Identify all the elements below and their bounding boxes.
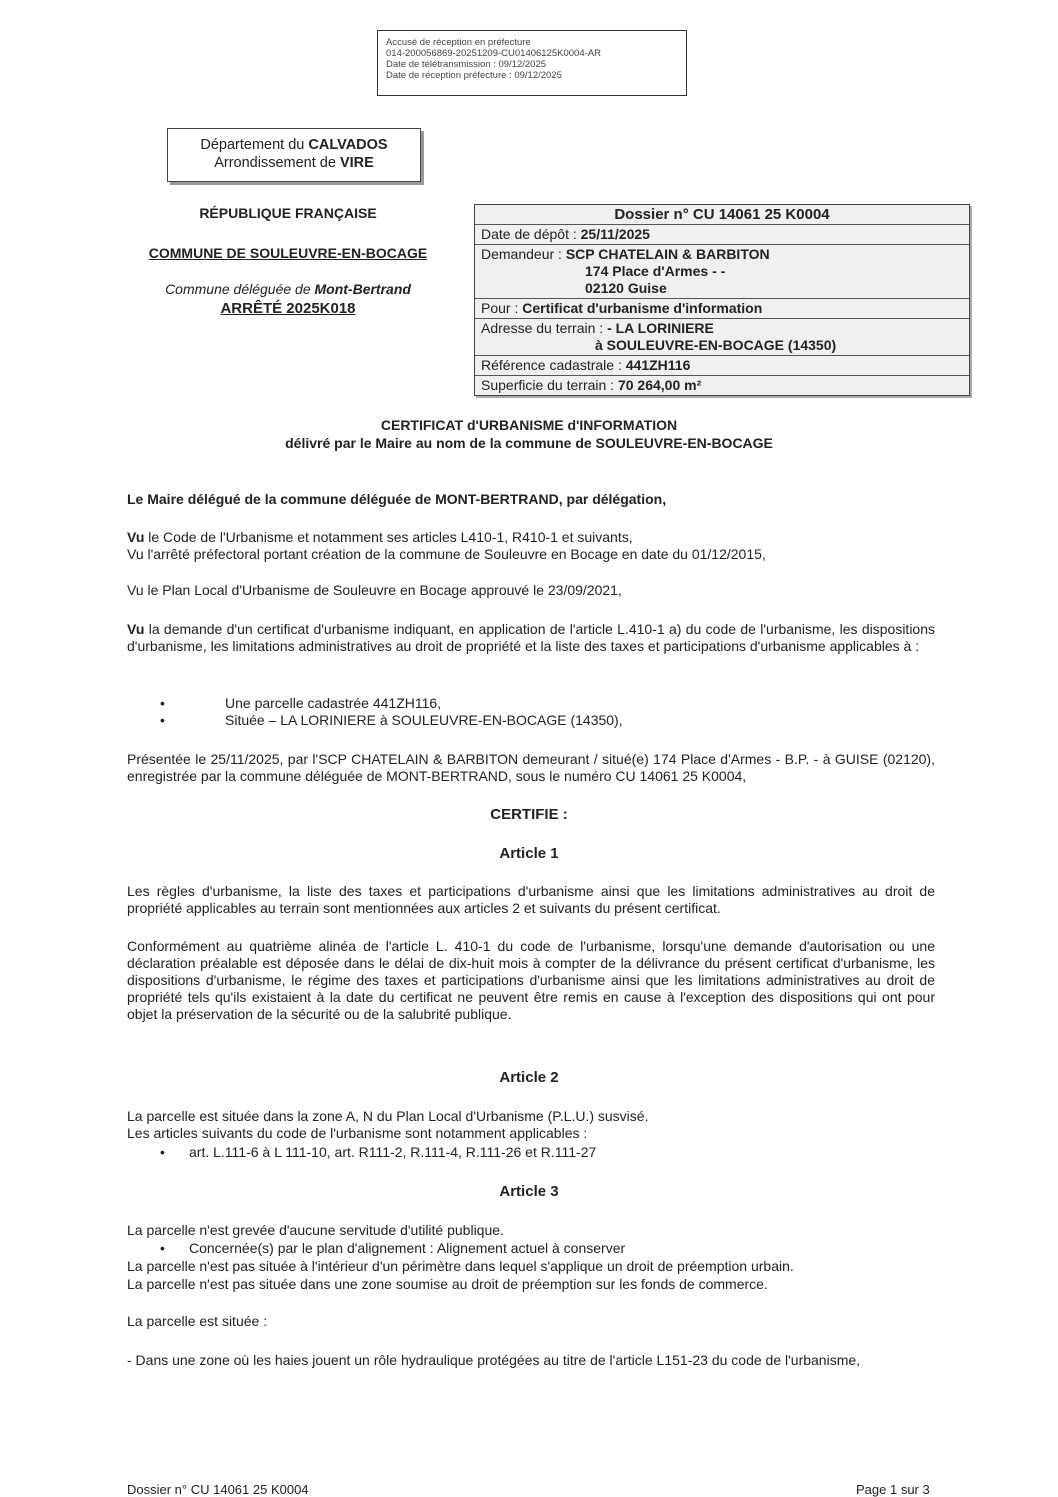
commune-deleguee: Commune déléguée de Mont-Bertrand <box>165 281 411 297</box>
article-3-bullet: Concernée(s) par le plan d'alignement : Alignement actuel à conserver <box>189 1240 626 1256</box>
bullet-icon: • <box>160 1144 165 1160</box>
certificat-title: CERTIFICAT d'URBANISME d'INFORMATION <box>380 417 678 433</box>
stamp-line: Accusé de réception en préfecture <box>386 37 531 48</box>
vu-demande: Vu la demande d'un certificat d'urbanisme indiquant, en application de l'article L.410-1 a) du code de l'urbanisme, les dispositions d'urbanisme, les limitations administratives au droit de propriété et la liste des taxes et participations d'urbanisme applicables à : <box>127 621 935 654</box>
stamp-line: Date de télétransmission : 09/12/2025 <box>386 59 547 70</box>
vu-arrete-prefectoral: Vu l'arrêté préfectoral portant création de la commune de Souleuvre en Bocage en date du 01/12/2015, <box>127 546 766 562</box>
maire-line: Le Maire délégué de la commune déléguée de MONT-BERTRAND, par délégation, <box>127 491 667 507</box>
article-2-bullet: art. L.111-6 à L 111-10, art. R111-2, R.111-4, R.111-26 et R.111-27 <box>189 1144 597 1160</box>
superficie: Superficie du terrain : 70 264,00 m² <box>481 377 702 393</box>
presentee-paragraph: Présentée le 25/11/2025, par l'SCP CHATELAIN & BARBITON demeurant / situé(e) 174 Place d'Armes - B.P. - à GUISE (02120), enregistrée par la commune déléguée de MONT-BERTRAND, sous le numéro CU 14061 25 K0004, <box>127 751 935 784</box>
demandeur: Demandeur : SCP CHATELAIN & BARBITON 174 Place d'Armes - - 02120 Guise <box>475 245 969 299</box>
department-box <box>167 128 421 182</box>
article-3-heading: Article 3 <box>499 1183 559 1200</box>
adresse-terrain: Adresse du terrain : - LA LORINIERE à SOULEUVRE-EN-BOCAGE (14350) <box>475 319 969 356</box>
footer-dossier-number: Dossier n° CU 14061 25 K0004 <box>127 1482 309 1497</box>
vu-plu: Vu le Plan Local d'Urbanisme de Souleuvre en Bocage approuvé le 23/09/2021, <box>127 582 622 598</box>
article-1-heading: Article 1 <box>499 845 559 862</box>
article-3-line-4: La parcelle est située : <box>127 1313 268 1329</box>
article-1-paragraph-1: Les règles d'urbanisme, la liste des taxes et participations d'urbanisme ainsi que les limitations administratives au droit de propriété applicables au terrain sont mentionnées aux articles 2 et suivants du présent certificat. <box>127 883 935 916</box>
bullet-icon: • <box>160 695 165 711</box>
article-3-line-2: La parcelle n'est pas située à l'intérieur d'un périmètre dans lequel s'applique un droit de préemption urbain. <box>127 1258 794 1274</box>
department-line: Département du CALVADOS <box>200 137 388 153</box>
certifie-heading: CERTIFIE : <box>490 806 568 823</box>
footer-page-number: Page 1 sur 3 <box>856 1482 930 1497</box>
dossier-box <box>474 204 970 396</box>
bullet-icon: • <box>160 712 165 728</box>
certificat-subtitle: délivré par le Maire au nom de la commune de SOULEUVRE-EN-BOCAGE <box>285 435 773 451</box>
bullet-icon: • <box>160 1240 165 1256</box>
commune-heading: COMMUNE DE SOULEUVRE-EN-BOCAGE <box>148 245 428 261</box>
republique-heading: RÉPUBLIQUE FRANÇAISE <box>199 205 377 221</box>
pour: Pour : Certificat d'urbanisme d'information <box>475 299 969 319</box>
vu-code-urbanisme: Vu le Code de l'Urbanisme et notamment ses articles L410-1, R410-1 et suivants, <box>127 529 633 545</box>
bullet-parcelle: Une parcelle cadastrée 441ZH116, <box>225 695 442 711</box>
prefecture-receipt-stamp <box>377 30 687 96</box>
stamp-line: Date de réception préfecture : 09/12/2025 <box>386 70 562 81</box>
arrondissement-line: Arrondissement de VIRE <box>214 155 374 171</box>
article-3-line-1: La parcelle n'est grevée d'aucune servitude d'utilité publique. <box>127 1222 504 1238</box>
article-2-heading: Article 2 <box>499 1069 559 1086</box>
date-depot: Date de dépôt : 25/11/2025 <box>475 225 969 245</box>
article-3-line-3: La parcelle n'est pas située dans une zone soumise au droit de préemption sur les fonds de commerce. <box>127 1276 768 1292</box>
article-2-line-2: Les articles suivants du code de l'urbanisme sont notamment applicables : <box>127 1125 588 1141</box>
stamp-line: 014-200056869-20251209-CU01406125K0004-AR <box>386 48 601 59</box>
article-2-line-1: La parcelle est située dans la zone A, N du Plan Local d'Urbanisme (P.L.U.) susvisé. <box>127 1108 649 1124</box>
bullet-situee: Située – LA LORINIERE à SOULEUVRE-EN-BOCAGE (14350), <box>225 712 623 728</box>
arrete-number: ARRÊTÉ 2025K018 <box>220 300 356 317</box>
dossier-title: Dossier n° CU 14061 25 K0004 <box>475 205 969 225</box>
article-1-paragraph-2: Conformément au quatrième alinéa de l'article L. 410-1 du code de l'urbanisme, lorsqu'une demande d'autorisation ou une déclaration préalable est déposée dans le délai de dix-huit mois à compter de la délivrance du présent certificat d'urbanisme, les dispositions d'urbanisme, le régime des taxes et participations d'urbanisme ainsi que les limitations administratives au droit de propriété tels qu'ils existaient à la date du certificat ne peuvent être remis en cause à l'exception des dispositions qui ont pour objet la préservation de la sécurité ou de la salubrité publique. <box>127 938 935 1022</box>
reference-cadastrale: Référence cadastrale : 441ZH116 <box>475 356 969 376</box>
article-3-line-5: - Dans une zone où les haies jouent un rôle hydraulique protégées au titre de l'article L151-23 du code de l'urbanisme, <box>127 1352 861 1368</box>
